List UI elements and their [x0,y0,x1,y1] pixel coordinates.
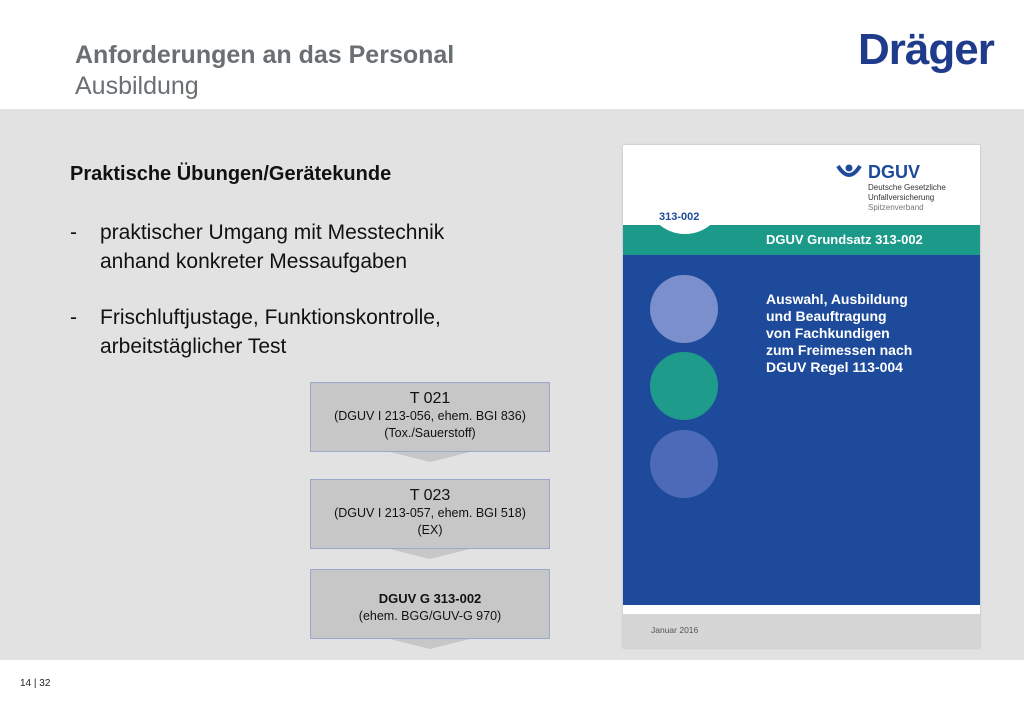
dguv-name: DGUV [868,162,921,182]
page-number: 14 | 32 [20,678,51,689]
document-cover-image [623,145,980,648]
section-heading: Praktische Übungen/Gerätekunde [70,163,392,185]
cover-main-panel [623,255,980,605]
cover-date: Januar 2016 [651,625,699,635]
step-title: T 021 [409,390,451,407]
cover-band-title: DGUV Grundsatz 313-002 [766,232,923,247]
step-title: T 023 [409,487,451,504]
dguv-logo [836,162,966,222]
step-arrow-icon [390,452,470,462]
bullet-text: praktischer Umgang mit Messtechnik anhand konkreter Messaufgaben [100,221,445,273]
bullet-dash: - [70,306,77,329]
dguv-line: Deutsche Gesetzliche [868,183,946,192]
bullet-text: Frischluftjustage, Funktionskontrolle, arbeitstäglicher Test [100,306,441,358]
step-arrow-icon [390,639,470,649]
dguv-logo-icon [836,164,862,182]
circle-icon [650,430,718,498]
cover-footer [623,614,980,648]
step-box-t023 [310,479,550,549]
title-main: Anforderungen an das Personal [75,41,455,69]
step-line: (DGUV I 213-056, ehem. BGI 836) [334,409,526,423]
bullet-dash: - [70,221,77,244]
step-line: (Tox./Sauerstoff) [384,426,476,440]
step-line: (DGUV I 213-057, ehem. BGI 518) [334,506,526,520]
title-sub: Ausbildung [75,72,199,100]
step-arrow-icon [390,549,470,559]
slide-title [75,40,454,102]
step-box-dguv-g [310,569,550,639]
circle-icon [650,352,718,420]
step-line: (EX) [417,523,443,537]
step-line: (ehem. BGG/GUV-G 970) [358,609,502,623]
circle-icon [650,275,718,343]
dguv-line: Unfallversicherung [868,193,935,202]
step-box-t021 [310,382,550,452]
draeger-logo: Dräger [858,25,994,74]
dguv-line: Spitzenverband [868,203,924,212]
cover-badge-number: 313-002 [659,211,700,223]
step-title: DGUV G 313-002 [378,591,482,606]
cover-body-text: Auswahl, Ausbildung und Beauftragung von Fachkundigen zum Freimessen nach DGUV Regel 113-004 [766,291,913,375]
